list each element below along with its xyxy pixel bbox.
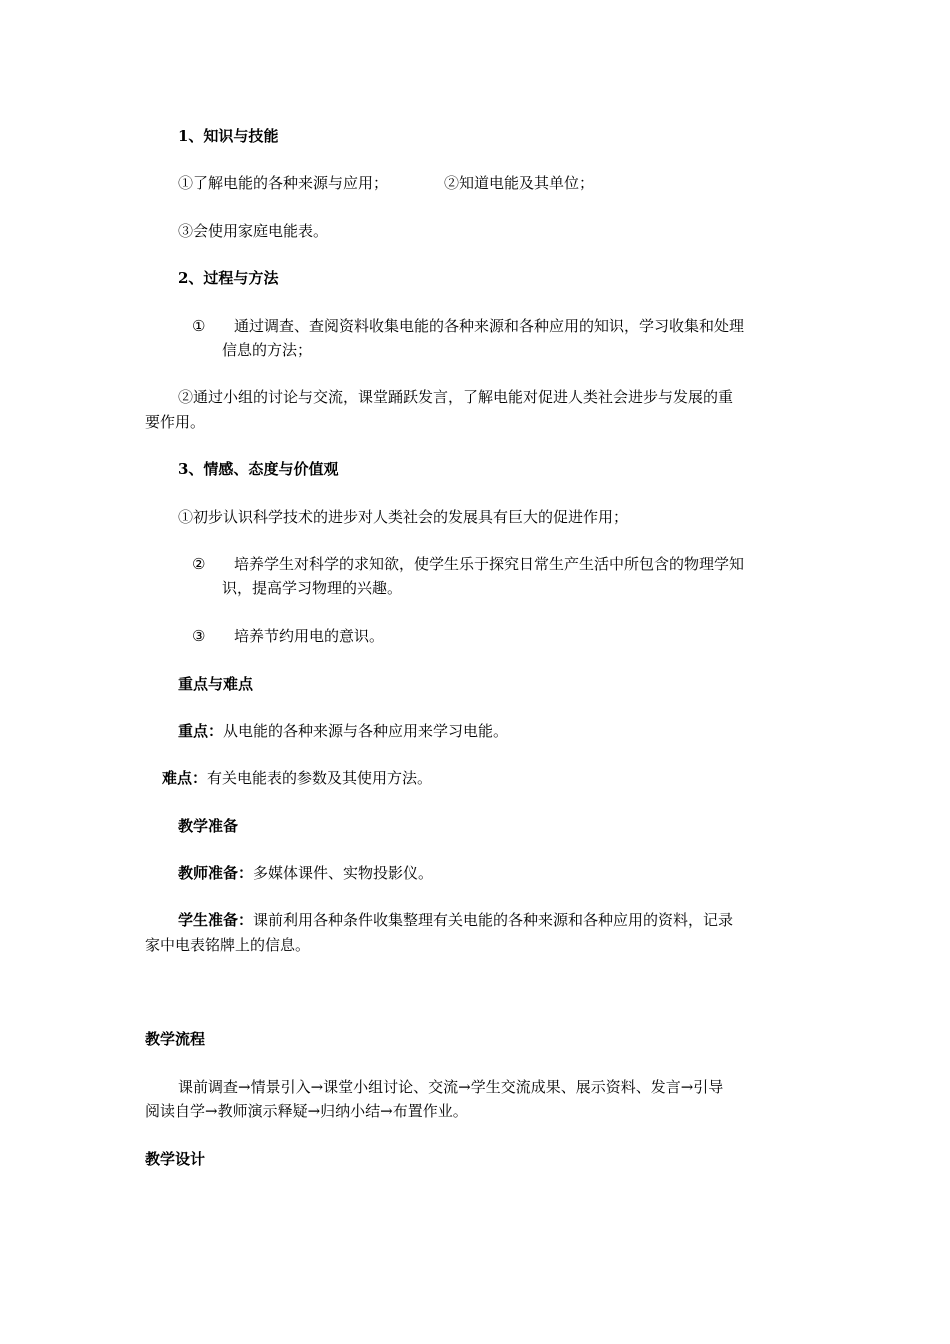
teacher-prep-line <box>178 863 433 883</box>
objective-3-2-line2: 识，提高学习物理的兴趣。 <box>222 579 403 597</box>
objective-2-1-marker: ① <box>192 317 206 335</box>
objective-3-3-marker: ③ <box>192 627 206 645</box>
student-prep-line1 <box>178 910 733 930</box>
objective-3-1: ①初步认识科学技术的进步对人类社会的发展具有巨大的促进作用； <box>178 508 629 526</box>
section-3-heading: 3、情感、态度与价值观 <box>178 460 339 478</box>
teacher-prep-label: 教师准备： <box>178 864 254 882</box>
objective-1-2: ②知道电能及其单位； <box>444 174 595 192</box>
design-heading: 教学设计 <box>145 1150 206 1168</box>
objective-1-3: ③会使用家庭电能表。 <box>178 222 329 240</box>
student-prep-line2: 家中电表铭牌上的信息。 <box>145 936 311 954</box>
objective-2-2-line1: ②通过小组的讨论与交流，课堂踊跃发言，了解电能对促进人类社会进步与发展的重 <box>178 388 734 406</box>
objective-3-3-text: 培养节约用电的意识。 <box>234 627 385 645</box>
objective-2-2-line2: 要作用。 <box>145 413 206 431</box>
objective-2-1-line1: 通过调查、查阅资料收集电能的各种来源和各种应用的知识，学习收集和处理 <box>234 317 745 335</box>
student-prep-label: 学生准备： <box>178 911 254 929</box>
objective-1-1: ①了解电能的各种来源与应用； <box>178 174 389 192</box>
keypoints-heading: 重点与难点 <box>178 675 254 693</box>
difficulty-label: 难点： <box>162 769 208 787</box>
key-point-text: 从电能的各种来源与各种应用来学习电能。 <box>223 722 509 740</box>
student-prep-text1: 课前利用各种条件收集整理有关电能的各种来源和各种应用的资料，记录 <box>253 911 734 929</box>
section-1-heading: 1、知识与技能 <box>178 127 279 145</box>
key-point-line <box>178 721 508 741</box>
section-2-heading: 2、过程与方法 <box>178 269 279 287</box>
difficulty-text: 有关电能表的参数及其使用方法。 <box>207 769 433 787</box>
flow-line2: 阅读自学→教师演示释疑→归纳小结→布置作业。 <box>145 1102 468 1120</box>
objective-3-2-marker: ② <box>192 555 206 573</box>
objective-3-2-line1: 培养学生对科学的求知欲，使学生乐于探究日常生产生活中所包含的物理学知 <box>234 555 745 573</box>
preparation-heading: 教学准备 <box>178 817 239 835</box>
flow-heading: 教学流程 <box>145 1030 206 1048</box>
difficulty-line <box>162 768 432 788</box>
teacher-prep-text: 多媒体课件、实物投影仪。 <box>253 864 434 882</box>
key-point-label: 重点： <box>178 722 224 740</box>
flow-line1: 课前调查→情景引入→课堂小组讨论、交流→学生交流成果、展示资料、发言→引导 <box>178 1078 724 1096</box>
objective-2-1-line2: 信息的方法； <box>222 341 313 359</box>
